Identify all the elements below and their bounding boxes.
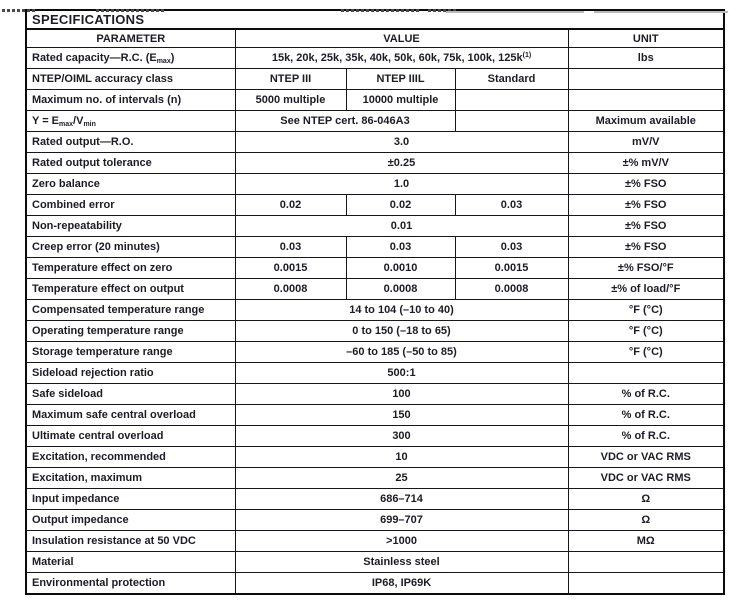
value-cell: 0.03	[455, 237, 568, 258]
table-title: SPECIFICATIONS	[26, 10, 724, 29]
table-row	[26, 552, 724, 573]
unit-cell: MΩ	[568, 531, 724, 552]
unit-cell	[568, 90, 724, 111]
unit-cell	[568, 69, 724, 90]
value-cell: 699–707	[235, 510, 568, 531]
unit-cell: ±% FSO/°F	[568, 258, 724, 279]
value-cell: 0 to 150 (–18 to 65)	[235, 321, 568, 342]
value-cell: 0.03	[455, 195, 568, 216]
unit-cell	[568, 363, 724, 384]
table-row	[26, 489, 724, 510]
parameter-cell: Sideload rejection ratio	[26, 363, 235, 384]
parameter-cell: Ultimate central overload	[26, 426, 235, 447]
unit-cell: Ω	[568, 489, 724, 510]
unit-cell: ±% FSO	[568, 195, 724, 216]
value-cell: 3.0	[235, 132, 568, 153]
column-header-unit: UNIT	[568, 29, 724, 48]
specifications-table	[25, 9, 725, 595]
subscript-text: max	[156, 58, 171, 65]
table-row	[26, 426, 724, 447]
unit-cell: °F (°C)	[568, 300, 724, 321]
value-cell: 0.0008	[346, 279, 455, 300]
parameter-cell: Rated output tolerance	[26, 153, 235, 174]
parameter-cell: Excitation, maximum	[26, 468, 235, 489]
clipped-text-fragment	[2, 9, 36, 12]
value-cell: 0.01	[235, 216, 568, 237]
value-cell: IP68, IP69K	[235, 573, 568, 595]
value-cell: 0.03	[346, 237, 455, 258]
table-row	[26, 111, 724, 132]
table-row	[26, 405, 724, 426]
value-cell: NTEP IIIL	[346, 69, 455, 90]
top-clipped-text-strip	[0, 9, 730, 14]
clipped-line-fragment	[446, 11, 584, 13]
value-cell: 5000 multiple	[235, 90, 346, 111]
parameter-cell: Maximum no. of intervals (n)	[26, 90, 235, 111]
table-row	[26, 447, 724, 468]
clipped-text-fragment	[96, 9, 164, 12]
column-header-parameter: PARAMETER	[26, 29, 235, 48]
spec-table-body	[26, 48, 724, 595]
value-cell: 15k, 20k, 25k, 35k, 40k, 50k, 60k, 75k, 100k, $125k^{(1)}$	[235, 48, 568, 69]
unit-cell: % of R.C.	[568, 384, 724, 405]
table-row	[26, 300, 724, 321]
clipped-text-fragment	[341, 9, 419, 12]
table-row	[26, 174, 724, 195]
unit-cell: lbs	[568, 48, 724, 69]
subscript-text: max	[59, 121, 74, 128]
table-row	[26, 132, 724, 153]
value-cell: 0.02	[235, 195, 346, 216]
parameter-cell: Combined error	[26, 195, 235, 216]
parameter-cell: Compensated temperature range	[26, 300, 235, 321]
table-row	[26, 321, 724, 342]
unit-cell: % of R.C.	[568, 405, 724, 426]
value-cell: See NTEP cert. 86-046A3	[235, 111, 455, 132]
column-header-value: VALUE	[235, 29, 568, 48]
parameter-cell: Temperature effect on output	[26, 279, 235, 300]
subscript-text: min	[83, 121, 96, 128]
parameter-cell: Output impedance	[26, 510, 235, 531]
unit-cell: ±% FSO	[568, 216, 724, 237]
value-cell: 25	[235, 468, 568, 489]
parameter-cell: Input impedance	[26, 489, 235, 510]
table-row	[26, 468, 724, 489]
parameter-cell: Zero balance	[26, 174, 235, 195]
value-cell: ±0.25	[235, 153, 568, 174]
table-row	[26, 573, 724, 595]
value-cell: NTEP III	[235, 69, 346, 90]
parameter-cell: Temperature effect on zero	[26, 258, 235, 279]
unit-cell: ±% mV/V	[568, 153, 724, 174]
value-cell: 0.02	[346, 195, 455, 216]
parameter-cell: Material	[26, 552, 235, 573]
parameter-cell: Storage temperature range	[26, 342, 235, 363]
value-cell: 10	[235, 447, 568, 468]
unit-cell: Maximum available	[568, 111, 724, 132]
parameter-cell: Safe sideload	[26, 384, 235, 405]
parameter-cell: Rated output—R.O.	[26, 132, 235, 153]
unit-cell: Ω	[568, 510, 724, 531]
table-row	[26, 48, 724, 69]
value-cell: –60 to 185 (–50 to 85)	[235, 342, 568, 363]
value-cell: 10000 multiple	[346, 90, 455, 111]
value-cell: 0.0008	[235, 279, 346, 300]
value-cell: 686–714	[235, 489, 568, 510]
parameter-cell: Non-repeatability	[26, 216, 235, 237]
table-row	[26, 237, 724, 258]
footnote-marker: (1)	[522, 52, 532, 59]
parameter-cell: Environmental protection	[26, 573, 235, 595]
parameter-cell: Insulation resistance at 50 VDC	[26, 531, 235, 552]
value-cell: 500:1	[235, 363, 568, 384]
value-cell: 0.0015	[455, 258, 568, 279]
unit-cell: % of R.C.	[568, 426, 724, 447]
value-cell: 100	[235, 384, 568, 405]
unit-cell	[568, 573, 724, 595]
parameter-cell: Rated capacity—R.C. $(E_{max})$	[26, 48, 235, 69]
table-row	[26, 216, 724, 237]
unit-cell: °F (°C)	[568, 321, 724, 342]
table-header-row	[26, 29, 724, 48]
table-row	[26, 153, 724, 174]
unit-cell: ±% of load/°F	[568, 279, 724, 300]
unit-cell: VDC or VAC RMS	[568, 447, 724, 468]
value-cell: 0.0008	[455, 279, 568, 300]
unit-cell: °F (°C)	[568, 342, 724, 363]
value-cell: Standard	[455, 69, 568, 90]
value-cell: 1.0	[235, 174, 568, 195]
unit-cell	[568, 552, 724, 573]
table-row	[26, 279, 724, 300]
table-row	[26, 90, 724, 111]
table-row	[26, 384, 724, 405]
parameter-cell: Maximum safe central overload	[26, 405, 235, 426]
value-cell: 300	[235, 426, 568, 447]
table-row	[26, 195, 724, 216]
parameter-cell: Operating temperature range	[26, 321, 235, 342]
unit-cell: VDC or VAC RMS	[568, 468, 724, 489]
value-cell	[455, 111, 568, 132]
clipped-line-fragment	[594, 11, 728, 13]
value-cell: 0.0010	[346, 258, 455, 279]
table-row	[26, 258, 724, 279]
parameter-cell: $Y = E_{max}/V_{min}$	[26, 111, 235, 132]
unit-cell: ±% FSO	[568, 237, 724, 258]
value-cell: Stainless steel	[235, 552, 568, 573]
parameter-cell: NTEP/OIML accuracy class	[26, 69, 235, 90]
table-row	[26, 342, 724, 363]
value-cell: 0.0015	[235, 258, 346, 279]
table-row	[26, 510, 724, 531]
table-row	[26, 531, 724, 552]
unit-cell: mV/V	[568, 132, 724, 153]
table-row	[26, 363, 724, 384]
value-cell: 14 to 104 (–10 to 40)	[235, 300, 568, 321]
parameter-cell: Excitation, recommended	[26, 447, 235, 468]
value-cell: 150	[235, 405, 568, 426]
value-cell: 0.03	[235, 237, 346, 258]
unit-cell: ±% FSO	[568, 174, 724, 195]
parameter-cell: Creep error (20 minutes)	[26, 237, 235, 258]
value-cell	[455, 90, 568, 111]
value-cell: >1000	[235, 531, 568, 552]
table-row	[26, 69, 724, 90]
